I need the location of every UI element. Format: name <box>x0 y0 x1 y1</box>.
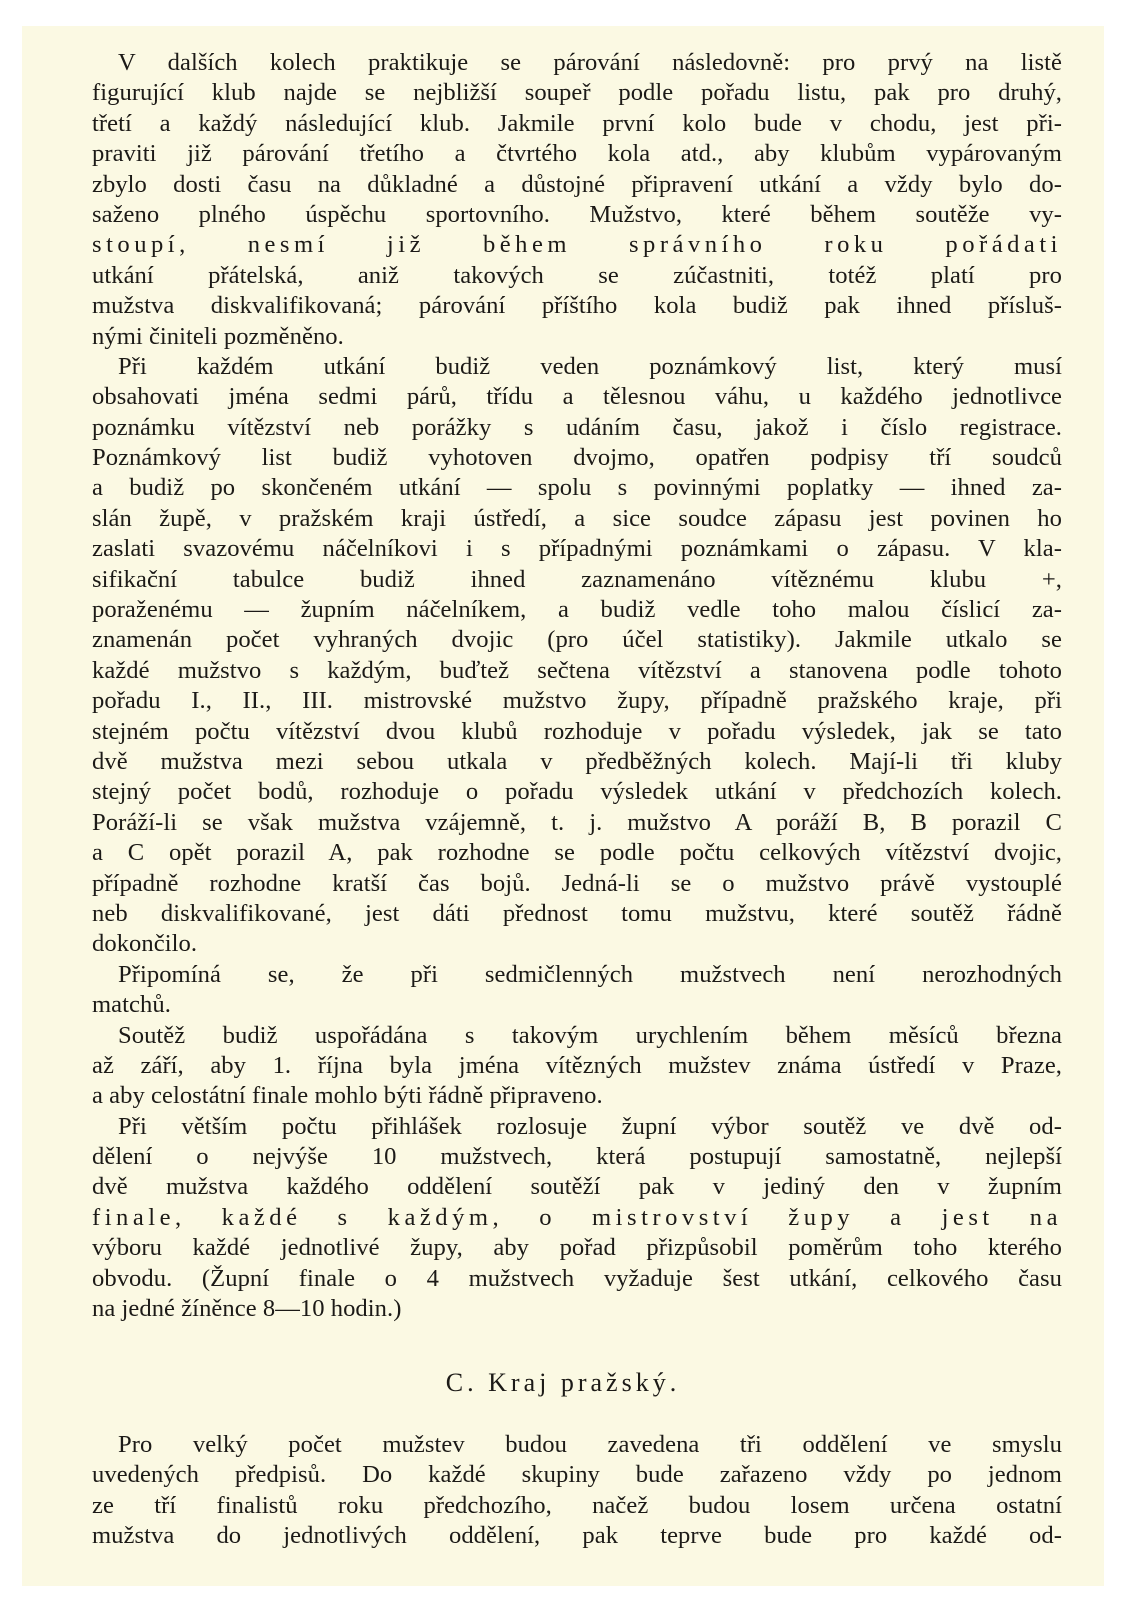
text-line: znamenán počet vyhraných dvojic (pro účel statistiky). Jakmile utkalo se <box>92 626 1062 654</box>
text-line: dvě mužstva mezi sebou utkala v předběžných kolech. Mají-li tři kluby <box>92 747 1062 775</box>
text-line: zaslati svazovému náčelníkovi i s případnými poznámkami o zápasu. V kla- <box>92 535 1062 563</box>
text-line: případně rozhodne kratší čas bojů. Jedná-li se o mužstvo právě vystouplé <box>92 869 1062 897</box>
text-line: obvodu. (Župní finale o 4 mužstvech vyžaduje šest utkání, celkového času <box>92 1264 1062 1292</box>
text-line: mužstva diskvalifikovaná; párování příštího kola budiž pak ihned přísluš- <box>92 292 1062 320</box>
text-line: a aby celostátní finale mohlo býti řádně připraveno. <box>92 1082 603 1110</box>
paragraph-4 <box>66 1021 1062 1112</box>
text-line: ze tří finalistů roku předchozího, načež budou losem určena ostatní <box>92 1491 1062 1519</box>
text-line: výboru každé jednotlivé župy, aby pořad přizpůsobil poměrům toho kterého <box>92 1234 1062 1262</box>
paragraph-2 <box>66 352 1062 960</box>
text-line: a C opět porazil A, pak rozhodne se podle počtu celkových vítězství dvojic, <box>92 839 1062 867</box>
text-line: stejný počet bodů, rozhoduje o pořadu výsledek utkání v předchozích kolech. <box>92 778 1062 806</box>
text-line: obsahovati jména sedmi párů, třídu a tělesnou váhu, u každého jednotlivce <box>92 383 1062 411</box>
text-line: Poznámkový list budiž vyhotoven dvojmo, opatřen podpisy tří soudců <box>92 444 1062 472</box>
paragraph-5 <box>66 1112 1062 1325</box>
text-line: Pro velký počet mužstev budou zavedena tři oddělení ve smyslu <box>118 1431 1062 1458</box>
text-line: dělení o nejvýše 10 mužstvech, která postupují samostatně, nejlepší <box>92 1143 1062 1171</box>
text-line: nými činiteli pozměněno. <box>92 322 344 350</box>
text-line: na jedné žíněnce 8—10 hodin.) <box>92 1295 402 1323</box>
text-line: Soutěž budiž uspořádána s takovým urychlením během měsíců března <box>118 1021 1062 1049</box>
text-line: dvě mužstva každého oddělení soutěží pak v jediný den v župním <box>92 1173 1062 1201</box>
document-page <box>22 26 1104 1586</box>
section-paragraph <box>66 1430 1062 1552</box>
text-line: Při větším počtu přihlášek rozlosuje župní výbor soutěž ve dvě od- <box>118 1112 1062 1140</box>
text-line-spaced: finale, každé s každým, o mistrovství župy a jest na <box>92 1203 1062 1231</box>
text-line: Při každém utkání budiž veden poznámkový list, který musí <box>118 352 1062 380</box>
text-line: mužstva do jednotlivých oddělení, pak teprve bude pro každé od- <box>92 1522 1062 1550</box>
text-line: figurující klub najde se nejbližší soupeř podle pořadu listu, pak pro druhý, <box>92 79 1062 107</box>
text-line: pořadu I., II., III. mistrovské mužstvo župy, případně pražského kraje, při <box>92 687 1062 715</box>
text-line: dokončilo. <box>92 930 198 958</box>
text-line-spaced: stoupí, nesmí již během správního roku pořádati <box>92 231 1062 259</box>
text-line: neb diskvalifikované, jest dáti přednost tomu mužstvu, které soutěž řádně <box>92 899 1062 927</box>
text-line: saženo plného úspěchu sportovního. Mužstvo, které během soutěže vy- <box>92 200 1062 228</box>
text-line: V dalších kolech praktikuje se párování následovně: pro prvý na listě <box>118 49 1062 76</box>
paragraph-1 <box>66 48 1062 352</box>
text-line: Připomíná se, že při sedmičlenných mužstvech není nerozhodných <box>118 960 1062 988</box>
text-line: Poráží-li se však mužstva vzájemně, t. j. mužstvo A poráží B, B porazil C <box>92 808 1062 836</box>
section-heading: C. Kraj pražský. <box>445 1368 681 1397</box>
text-line: sifikační tabulce budiž ihned zaznamenáno vítěznému klubu +, <box>92 565 1062 593</box>
paragraph-3 <box>66 960 1062 1021</box>
text-line: slán župě, v pražském kraji ústředí, a sice soudce zápasu jest povinen ho <box>92 504 1062 532</box>
section-body-text <box>66 1430 1062 1552</box>
text-line: zbylo dosti času na důkladné a důstojné připravení utkání a vždy bylo do- <box>92 170 1062 198</box>
body-text <box>66 48 1062 1324</box>
text-line: až září, aby 1. října byla jména vítězných mužstev známa ústředí v Praze, <box>92 1051 1062 1079</box>
text-line: uvedených předpisů. Do každé skupiny bude zařazeno vždy po jednom <box>92 1461 1062 1489</box>
text-line: třetí a každý následující klub. Jakmile první kolo bude v chodu, jest při- <box>92 109 1062 137</box>
text-line: utkání přátelská, aniž takových se zúčastniti, totéž platí pro <box>92 261 1062 289</box>
text-line: každé mužstvo s každým, buďtež sečtena vítězství a stanovena podle tohoto <box>92 656 1062 684</box>
text-line: praviti již párování třetího a čtvrtého kola atd., aby klubům vypárovaným <box>92 140 1062 168</box>
text-line: a budiž po skončeném utkání — spolu s povinnými poplatky — ihned za- <box>92 474 1062 502</box>
text-line: poznámku vítězství neb porážky s udáním času, jakož i číslo registrace. <box>92 413 1062 441</box>
text-line: poraženému — župním náčelníkem, a budiž vedle toho malou číslicí za- <box>92 596 1062 624</box>
text-line: stejném počtu vítězství dvou klubů rozhoduje v pořadu výsledek, jak se tato <box>92 717 1062 745</box>
text-line: matchů. <box>92 991 171 1019</box>
